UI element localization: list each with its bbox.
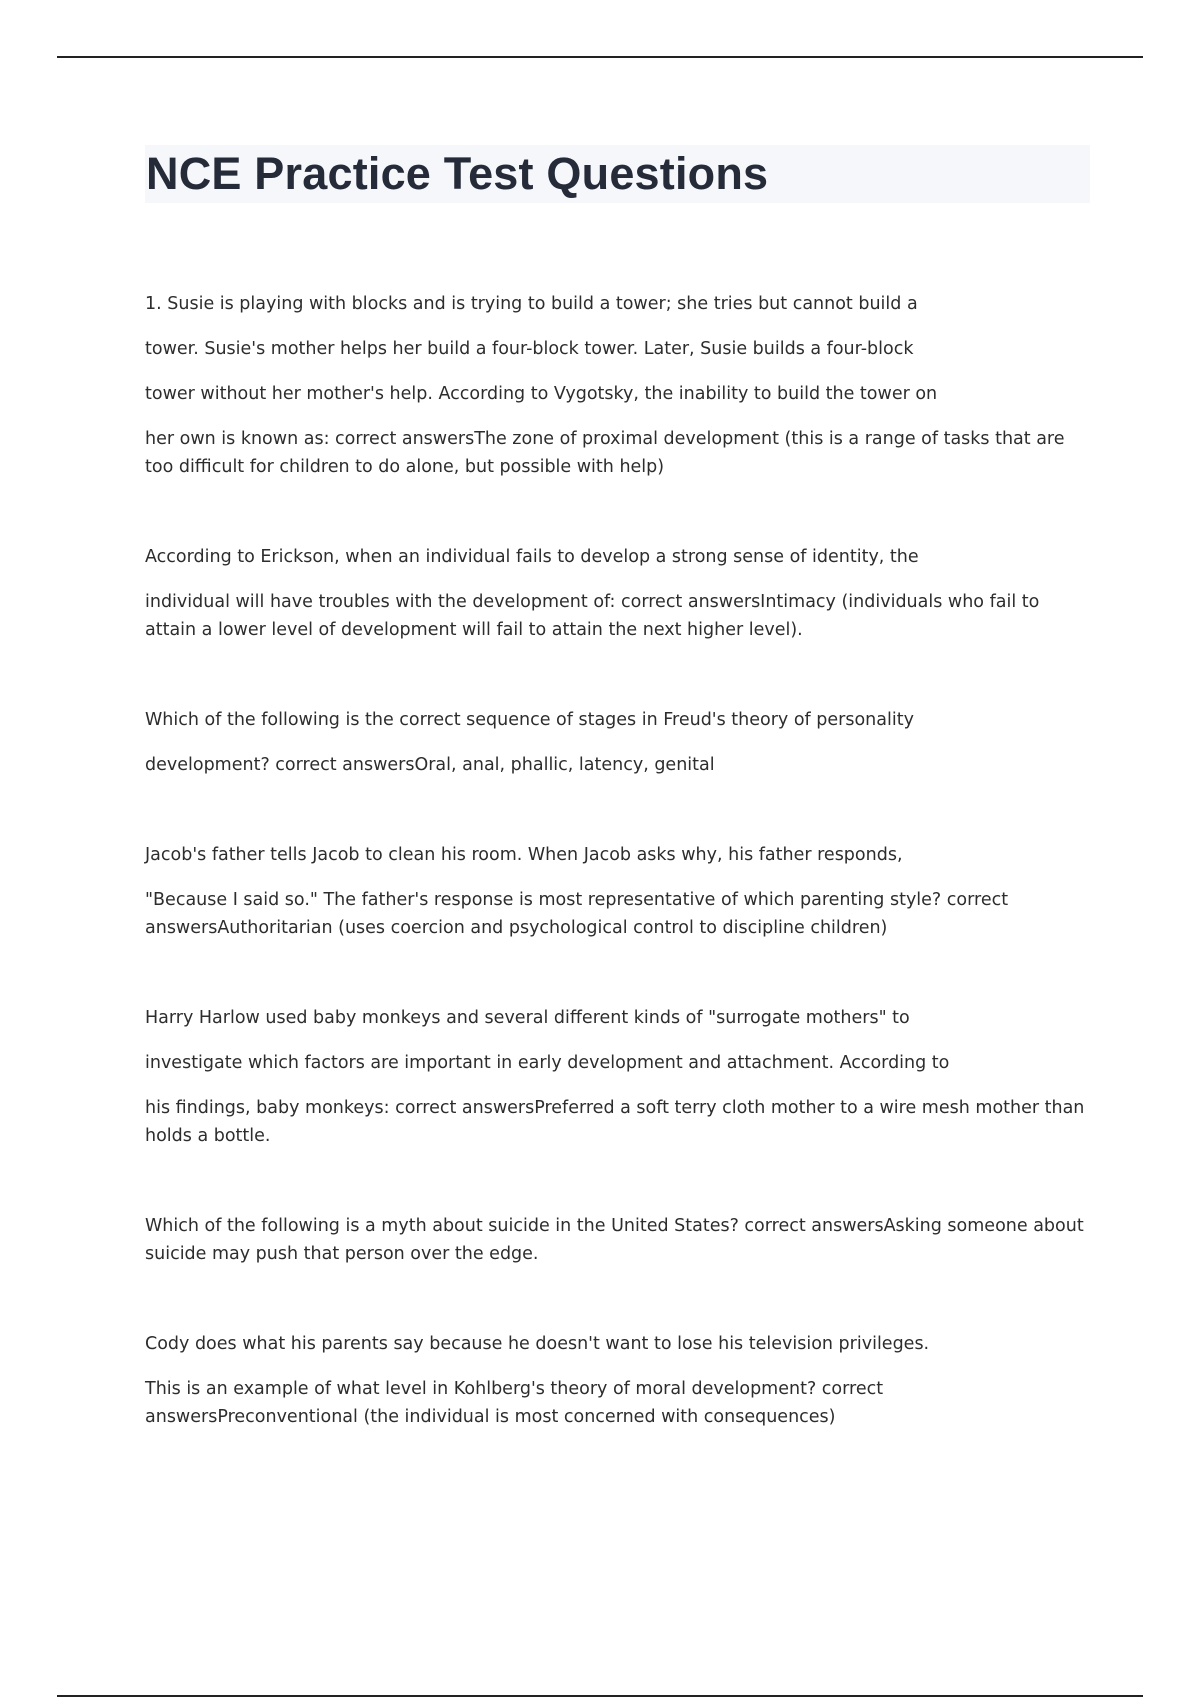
- question-answer: individual will have troubles with the development of: correct answersIntimacy (individuals who fail to attain a lower level of development will fail to attain the next higher level).: [145, 592, 1040, 640]
- question-answer: Which of the following is a myth about suicide in the United States? correct answersAsking someone about suicide may push that person over the edge.: [145, 1216, 1084, 1264]
- question-line: Jacob's father tells Jacob to clean his room. When Jacob asks why, his father responds,: [145, 845, 903, 865]
- question-block-2: [145, 543, 1095, 644]
- question-line: tower. Susie's mother helps her build a four-block tower. Later, Susie builds a four-block: [145, 339, 914, 359]
- page-title: NCE Practice Test Questions: [146, 148, 769, 199]
- question-line: 1. Susie is playing with blocks and is trying to build a tower; she tries but cannot build a: [145, 294, 918, 314]
- question-line: investigate which factors are important in early development and attachment. According to: [145, 1053, 950, 1073]
- question-block-1: [145, 290, 1095, 481]
- top-rule: [57, 56, 1143, 58]
- question-line: According to Erickson, when an individual fails to develop a strong sense of identity, the: [145, 547, 919, 567]
- question-answer: This is an example of what level in Kohlberg's theory of moral development? correct answersPreconventional (the individual is most concerned with consequences): [145, 1379, 884, 1427]
- question-answer: "Because I said so." The father's response is most representative of which parenting style? correct answersAuthoritarian (uses coercion and psychological control to discipline children): [145, 890, 1009, 938]
- question-line: Cody does what his parents say because he doesn't want to lose his television privileges.: [145, 1334, 930, 1354]
- question-block-6: [145, 1212, 1095, 1268]
- question-answer: development? correct answersOral, anal, phallic, latency, genital: [145, 755, 715, 775]
- bottom-rule: [57, 1695, 1143, 1697]
- question-block-4: [145, 841, 1095, 942]
- question-line: tower without her mother's help. According to Vygotsky, the inability to build the tower on: [145, 384, 938, 404]
- question-answer: his findings, baby monkeys: correct answersPreferred a soft terry cloth mother to a wire mesh mother than holds a bottle.: [145, 1098, 1085, 1146]
- question-answer: her own is known as: correct answersThe zone of proximal development (this is a range of tasks that are too difficult for children to do alone, but possible with help): [145, 429, 1065, 477]
- question-block-3: [145, 706, 1095, 779]
- question-block-7: [145, 1330, 1095, 1431]
- question-line: Which of the following is the correct sequence of stages in Freud's theory of personality: [145, 710, 914, 730]
- question-line: Harry Harlow used baby monkeys and several different kinds of "surrogate mothers" to: [145, 1008, 910, 1028]
- question-block-5: [145, 1004, 1095, 1150]
- questions-list: [145, 290, 1095, 1493]
